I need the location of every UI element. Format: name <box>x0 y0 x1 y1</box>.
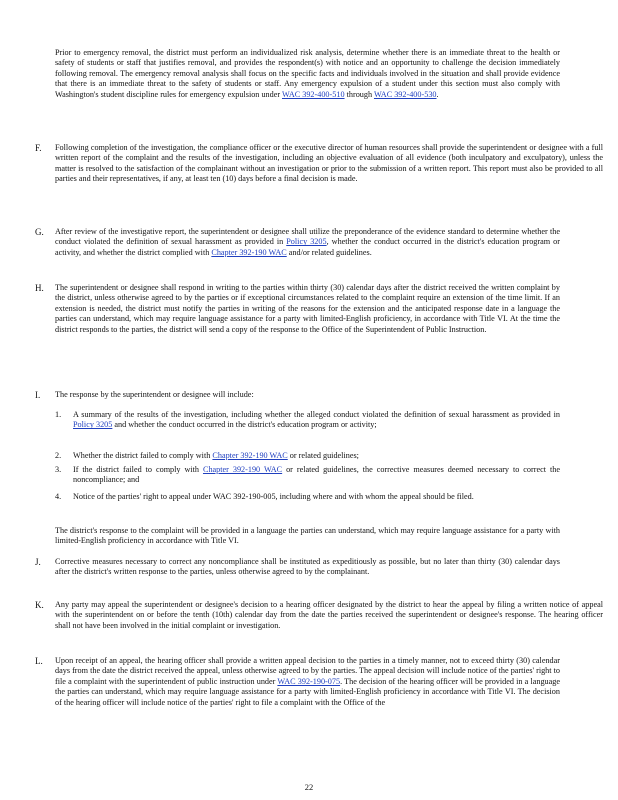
section-i-item-2: Whether the district failed to comply with Chapter 392-190 WAC or related guidelines; <box>73 451 359 460</box>
item-number: 1. <box>55 410 62 419</box>
policy-3205-link[interactable]: Policy 3205 <box>73 420 113 430</box>
section-k-text: Any party may appeal the superintendent or designee's decision to a hearing officer designated by the district to hear the appeal by filing a written notice of appeal with the superintendent on or before the tenth (10th) calendar day from the date the parties received the superintendent or designee's response. The hearing officer shall not have been involved in the initial complaint or investigation. <box>55 600 603 630</box>
section-h-text: The superintendent or designee shall respond in writing to the parties within thirty (30) calendar days after the district received the written complaint by the district, unless otherwise agreed to by the parties or if exceptional circumstances related to the complaint require an extension of the time limit. If an extension is needed, the district must notify the parties in writing of the reasons for the extension and the anticipated response date in a language the parties can understand, which may require language assistance for a party with limited-English proficiency, in accordance with Title VI. At the time the district responds to the parties, the district will send a copy of the response to the Office of the Superintendent of Public Instruction. <box>55 283 560 334</box>
chapter-392-190-wac-link[interactable]: Chapter 392-190 WAC <box>202 465 283 474</box>
section-label-h: H. <box>35 283 44 293</box>
section-i-item-4: Notice of the parties' right to appeal under WAC 392-190-005, including where and with whom the appeal should be filed. <box>73 492 474 501</box>
section-i-closing: The district's response to the complaint will be provided in a language the parties can understand, which may require language assistance for a party with limited-English proficiency in accordance with Title VI. <box>55 526 560 546</box>
chapter-392-190-wac-link[interactable]: Chapter 392-190 WAC <box>212 451 288 460</box>
policy-3205-link[interactable]: Policy 3205 <box>286 237 327 247</box>
intro-paragraph: Prior to emergency removal, the district must perform an individualized risk analysis, determine whether there is an immediate threat to the health or safety of students or staff that justifies removal, and provides the respondent(s) with notice and an opportunity to challenge the decision immediately following removal. The emergency removal analysis shall focus on the specific facts and individuals involved in the situation and shall provide evidence that there is an immediate threat to the safety of students or staff. Any emergency expulsion of a student under this section must also comply with Washington's student discipline rules for emergency expulsion under WAC 392-400-510 through WAC 392-400-530. <box>55 48 560 99</box>
section-label-g: G. <box>35 227 44 237</box>
section-label-l: L. <box>35 656 43 666</box>
section-i-item-3: If the district failed to comply with Chapter 392-190 WAC or related guidelines, the corrective measures deemed necessary to correct the noncompliance; and <box>73 465 560 485</box>
section-j-text: Corrective measures necessary to correct any noncompliance shall be instituted as expeditiously as possible, but no later than thirty (30) calendar days after the district's written response to the parties, unless otherwise agreed to by the complainant. <box>55 557 560 577</box>
chapter-392-190-wac-link[interactable]: Chapter 392-190 WAC <box>211 247 287 257</box>
item-number: 4. <box>55 492 62 501</box>
wac-392-400-530-link[interactable]: WAC 392-400-530 <box>373 89 437 99</box>
section-i-item-1: A summary of the results of the investigation, including whether the alleged conduct violated the definition of sexual harassment as provided in Policy 3205 and whether the conduct occurred in the district's education program or activity; <box>73 410 560 430</box>
page-number: 22 <box>304 782 314 792</box>
section-i-intro: The response by the superintendent or designee will include: <box>55 390 254 399</box>
section-label-f: F. <box>35 143 42 153</box>
wac-392-190-075-link[interactable]: WAC 392-190-075 <box>277 676 341 686</box>
section-f-text: Following completion of the investigation, the compliance officer or the executive director of human resources shall provide the superintendent or designee with a full written report of the complaint and the results of the investigation, including an objective evaluation of all evidence (both inculpatory and exculpatory), unless the matter is resolved to the satisfaction of the complainant without an investigation or prior to the submission of a written report. This report must also be provided to all parties and their representatives, if any, at least ten (10) days before a final decision is made. <box>55 143 603 184</box>
section-g-text: After review of the investigative report, the superintendent or designee shall utilize the preponderance of the evidence standard to determine whether the conduct violated the definition of sexual harassment as provided in Policy 3205, whether the conduct occurred in the district's education program or activity, and whether the district complied with Chapter 392-190 WAC and/or related guidelines. <box>55 227 560 257</box>
section-l-text: Upon receipt of an appeal, the hearing officer shall provide a written appeal decision to the parties in a timely manner, not to exceed thirty (30) calendar days from the date the district received the appeal, unless otherwise agreed to by the parties. The appeal decision will include notice of the parties' right to file a complaint with the superintendent of public instruction under WAC 392-190-075. The decision of the hearing officer will be provided in a language the parties can understand, which may require language assistance for a party with limited-English proficiency in accordance with Title VI. The decision of the hearing officer will include notice of the parties' right to file a complaint with the Office of the <box>55 656 560 707</box>
section-label-k: K. <box>35 600 44 610</box>
section-label-j: J. <box>35 557 41 567</box>
item-number: 3. <box>55 465 62 474</box>
wac-392-400-510-link[interactable]: WAC 392-400-510 <box>282 89 345 99</box>
item-number: 2. <box>55 451 62 460</box>
section-label-i: I. <box>35 390 41 400</box>
